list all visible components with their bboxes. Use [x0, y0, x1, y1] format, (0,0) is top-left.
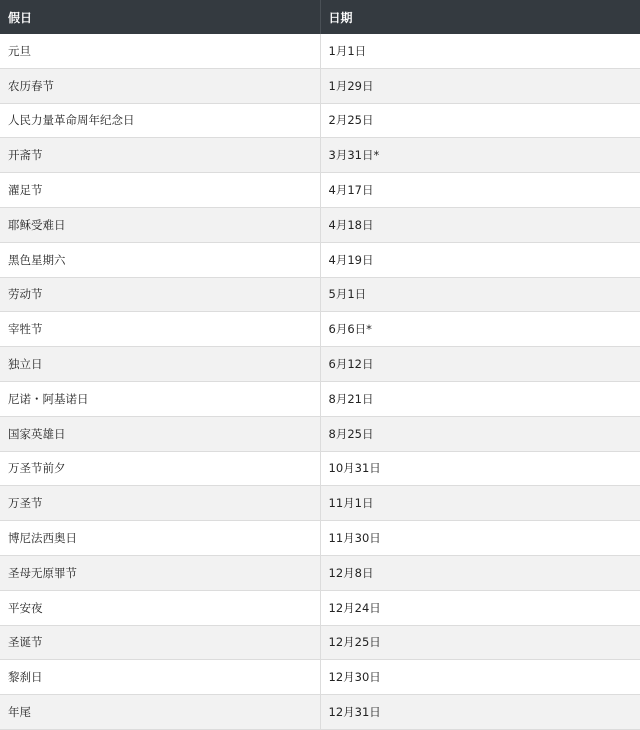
holiday-date-cell: 12月31日 [320, 695, 640, 730]
table-row [0, 521, 640, 556]
holiday-name-cell: 万圣节 [0, 486, 320, 521]
holiday-name-cell: 黑色星期六 [0, 242, 320, 277]
table-row [0, 138, 640, 173]
holiday-name-cell: 独立日 [0, 347, 320, 382]
table-body [0, 34, 640, 729]
table-row [0, 68, 640, 103]
holiday-date-cell: 1月29日 [320, 68, 640, 103]
holiday-name-cell: 劳动节 [0, 277, 320, 312]
column-header-date: 日期 [320, 0, 640, 34]
table-row [0, 207, 640, 242]
holiday-date-cell: 2月25日 [320, 103, 640, 138]
holiday-date-cell: 6月12日 [320, 347, 640, 382]
table-header [0, 0, 640, 34]
table-row [0, 555, 640, 590]
holiday-name-cell: 尼诺・阿基诺日 [0, 381, 320, 416]
holiday-name-cell: 圣母无原罪节 [0, 555, 320, 590]
holiday-name-cell: 博尼法西奥日 [0, 521, 320, 556]
table-row [0, 590, 640, 625]
holiday-date-cell: 3月31日* [320, 138, 640, 173]
table-row [0, 416, 640, 451]
holiday-date-cell: 11月1日 [320, 486, 640, 521]
table-row [0, 277, 640, 312]
table-row [0, 625, 640, 660]
table-row [0, 695, 640, 730]
holiday-date-cell: 6月6日* [320, 312, 640, 347]
holiday-date-cell: 8月21日 [320, 381, 640, 416]
holiday-date-cell: 4月17日 [320, 173, 640, 208]
holiday-name-cell: 耶稣受难日 [0, 207, 320, 242]
holiday-date-cell: 10月31日 [320, 451, 640, 486]
holiday-date-cell: 1月1日 [320, 34, 640, 68]
holiday-date-cell: 12月25日 [320, 625, 640, 660]
holiday-name-cell: 元旦 [0, 34, 320, 68]
table-row [0, 312, 640, 347]
table-row [0, 660, 640, 695]
table-row [0, 451, 640, 486]
holiday-name-cell: 国家英雄日 [0, 416, 320, 451]
table-row [0, 242, 640, 277]
table-row [0, 103, 640, 138]
table-row [0, 34, 640, 68]
table-row [0, 486, 640, 521]
holiday-date-cell: 12月8日 [320, 555, 640, 590]
table-row [0, 173, 640, 208]
holiday-name-cell: 黎刹日 [0, 660, 320, 695]
holiday-name-cell: 宰牲节 [0, 312, 320, 347]
holiday-name-cell: 人民力量革命周年纪念日 [0, 103, 320, 138]
holiday-date-cell: 5月1日 [320, 277, 640, 312]
holiday-name-cell: 年尾 [0, 695, 320, 730]
holiday-name-cell: 开斋节 [0, 138, 320, 173]
holiday-date-cell: 4月18日 [320, 207, 640, 242]
table-row [0, 381, 640, 416]
column-header-holiday: 假日 [0, 0, 320, 34]
header-row [0, 0, 640, 34]
holiday-date-cell: 4月19日 [320, 242, 640, 277]
holiday-date-cell: 12月30日 [320, 660, 640, 695]
holiday-date-cell: 8月25日 [320, 416, 640, 451]
table-row [0, 347, 640, 382]
holiday-name-cell: 平安夜 [0, 590, 320, 625]
holiday-date-cell: 12月24日 [320, 590, 640, 625]
holiday-date-cell: 11月30日 [320, 521, 640, 556]
holiday-name-cell: 圣诞节 [0, 625, 320, 660]
holiday-name-cell: 农历春节 [0, 68, 320, 103]
holiday-name-cell: 濯足节 [0, 173, 320, 208]
holiday-name-cell: 万圣节前夕 [0, 451, 320, 486]
